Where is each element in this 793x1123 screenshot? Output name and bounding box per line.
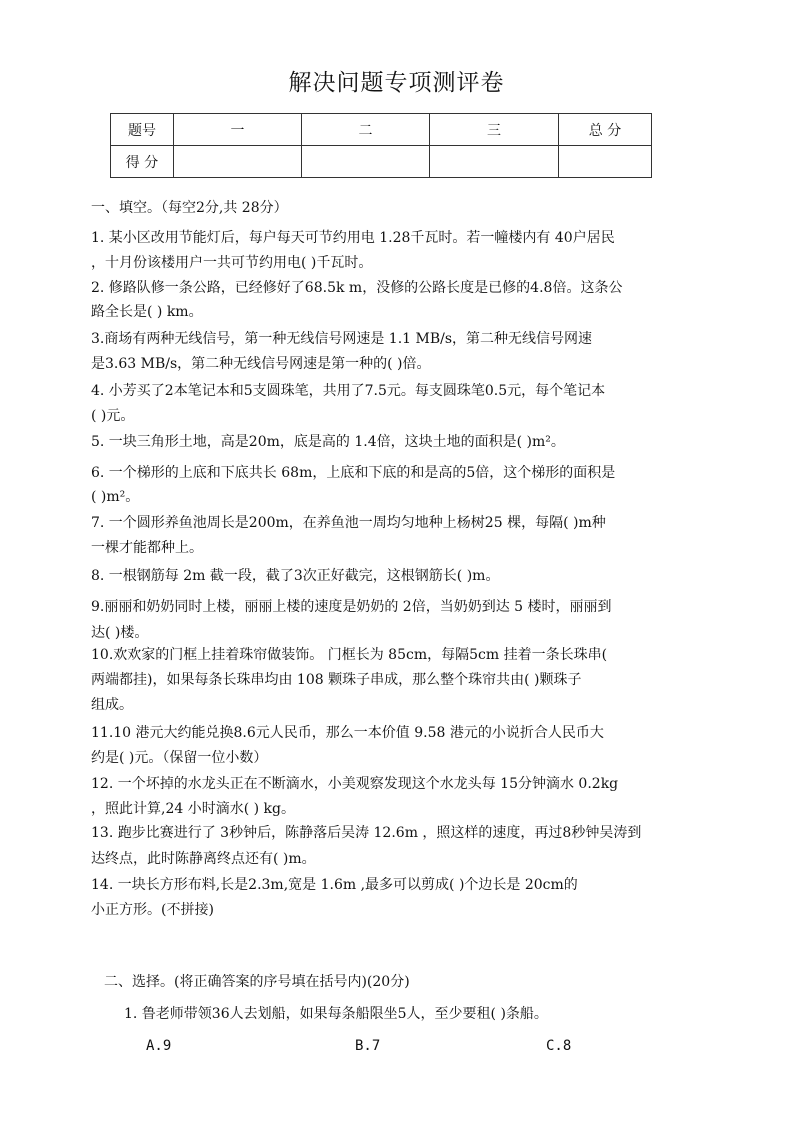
question-line: 8. 一根钢筋每 2m 截一段，截了3次正好截完，这根钢筋长( )m。 [91, 568, 500, 584]
question-line: ( )元。 [91, 408, 135, 424]
choice-option-b[interactable]: B.7 [355, 1038, 381, 1054]
question-line: 5. 一块三角形土地，高是20m，底是高的 1.4倍，这块土地的面积是( )m²。 [91, 434, 565, 450]
score-header-cell: 一 [174, 114, 302, 146]
question-line: 1. 某小区改用节能灯后，每户每天可节约用电 1.28千瓦时。若一幢楼内有 40户居民 [91, 230, 615, 246]
question-line: 14. 一块长方形布料,长是2.3m,宽是 1.6m ,最多可以剪成( )个边长是 20cm的 [91, 877, 578, 893]
question-line: 2. 修路队修一条公路，已经修好了68.5k m，没修的公路长度是已修的4.8倍。这条公 [91, 280, 623, 296]
question-line: 4. 小芳买了2本笔记本和5支圆珠笔，共用了7.5元。每支圆珠笔0.5元，每个笔记本 [91, 383, 606, 399]
choice-option-c[interactable]: C.8 [546, 1038, 572, 1054]
question-line: ，照此计算,24 小时滴水( ) kg。 [91, 801, 295, 817]
score-header-cell: 三 [430, 114, 559, 146]
question-line: 12. 一个坏掉的水龙头正在不断滴水，小美观察发现这个水龙头每 15分钟滴水 0.2kg [91, 776, 619, 792]
question-line: 1. 鲁老师带领36人去划船，如果每条船限坐5人，至少要租( )条船。 [124, 1006, 548, 1022]
score-header-cell: 总 分 [559, 114, 652, 146]
question-line: ，十月份该楼用户一共可节约用电( )千瓦时。 [91, 255, 373, 271]
score-cell[interactable] [174, 146, 302, 178]
score-cell[interactable] [430, 146, 559, 178]
question-line: 一棵才能都种上。 [91, 540, 203, 556]
choice-option-a[interactable]: A.9 [146, 1038, 172, 1054]
question-line: 达( )楼。 [91, 625, 149, 641]
question-line: 3.商场有两种无线信号，第一种无线信号网速是 1.1 MB/s，第二种无线信号网速 [91, 331, 593, 347]
question-line: 是3.63 MB/s，第二种无线信号网速是第一种的( )倍。 [91, 356, 431, 372]
score-table [110, 113, 652, 178]
question-line: 达终点，此时陈静离终点还有( )m。 [91, 851, 316, 867]
score-cell[interactable] [559, 146, 652, 178]
question-line: 路全长是( ) km。 [91, 304, 203, 320]
question-line: 7. 一个圆形养鱼池周长是200m，在养鱼池一周均匀地种上杨树25 棵，每隔( )m种 [91, 515, 606, 531]
question-line: 13. 跑步比赛进行了 3秒钟后，陈静落后吴涛 12.6m ，照这样的速度，再过8秒钟吴涛到 [91, 825, 642, 841]
score-row-label: 得 分 [111, 146, 174, 178]
page-title: 解决问题专项测评卷 [288, 70, 505, 96]
score-header-cell: 二 [302, 114, 430, 146]
score-header-cell: 题号 [111, 114, 174, 146]
question-line: 6. 一个梯形的上底和下底共长 68m，上底和下底的和是高的5倍，这个梯形的面积是 [91, 465, 616, 481]
score-table-score-row [111, 146, 652, 178]
score-table-header-row [111, 114, 652, 146]
question-line: 10.欢欢家的门框上挂着珠帘做装饰。 门框长为 85cm，每隔5cm 挂着一条长珠串( [91, 647, 608, 663]
question-line: 两端都挂)，如果每条长珠串均由 108 颗珠子串成，那么整个珠帘共由( )颗珠子 [91, 672, 582, 688]
question-line: 小正方形。(不拼接) [91, 902, 214, 918]
section1-heading: 一、填空。（每空2分,共 28分） [91, 200, 288, 216]
question-line: 9.丽丽和奶奶同时上楼，丽丽上楼的速度是奶奶的 2倍，当奶奶到达 5 楼时，丽丽到 [91, 599, 612, 615]
question-line: ( )m²。 [91, 489, 140, 505]
score-cell[interactable] [302, 146, 430, 178]
question-line: 11.10 港元大约能兑换8.6元人民币，那么一本价值 9.58 港元的小说折合人民币大 [91, 725, 604, 741]
question-line: 约是( )元。（保留一位小数） [91, 750, 268, 766]
section2-heading: 二、选择。(将正确答案的序号填在括号内)(20分) [104, 974, 410, 990]
question-line: 组成。 [91, 697, 133, 713]
